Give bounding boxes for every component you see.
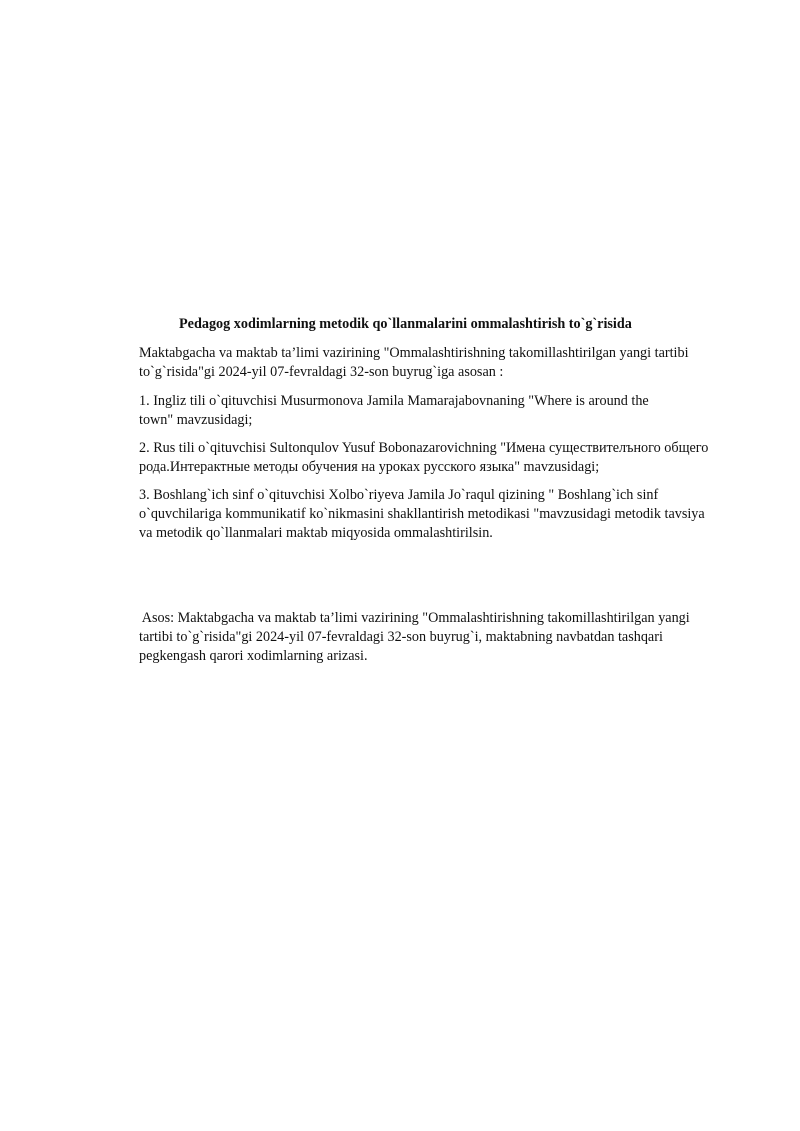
list-item-1 (139, 392, 759, 430)
basis-line: Asos: Maktabgacha va maktab ta’limi vazirining "Ommalashtirishning takomillashtirilgan yangi (139, 610, 690, 626)
intro-line: Maktabgacha va maktab ta’limi vazirining "Ommalashtirishning takomillashtirilgan yangi tartibi (139, 345, 689, 361)
intro-line: to`g`risida"gi 2024-yil 07-fevraldagi 32-son buyrug`iga asosan : (139, 364, 504, 380)
list-item-3 (139, 486, 759, 543)
list-item-line: рода.Интерактные методы обучения на уроках русского языка" mavzusidagi; (139, 459, 600, 475)
basis-paragraph (139, 609, 759, 666)
list-item-line: town" mavzusidagi; (139, 412, 253, 428)
list-item-line: 2. Rus tili o`qituvchisi Sultonqulov Yusuf Bobonazarovichning "Имена существителъного общего (139, 440, 709, 456)
list-item-2 (139, 439, 759, 477)
list-item-line: 1. Ingliz tili o`qituvchisi Musurmonova Jamila Mamarajabovnaning "Where is around the (139, 393, 649, 409)
basis-line: tartibi to`g`risida"gi 2024-yil 07-fevraldagi 32-son buyrug`i, maktabning navbatdan tashqari (139, 629, 663, 645)
list-item-line: va metodik qo`llanmalari maktab miqyosida ommalashtirilsin. (139, 525, 493, 541)
document-title: Pedagog xodimlarning metodik qo`llanmalarini ommalashtirish to`g`risida (179, 316, 632, 332)
intro-paragraph (139, 344, 759, 382)
basis-line: pegkengash qarori xodimlarning arizasi. (139, 648, 368, 664)
list-item-line: o`quvchilariga kommunikatif ko`nikmasini shakllantirish metodikasi "mavzusidagi metodik tavsiya (139, 506, 705, 522)
list-item-line: 3. Boshlang`ich sinf o`qituvchisi Xolbo`riyeva Jamila Jo`raqul qizining " Boshlang`ich sinf (139, 487, 659, 503)
